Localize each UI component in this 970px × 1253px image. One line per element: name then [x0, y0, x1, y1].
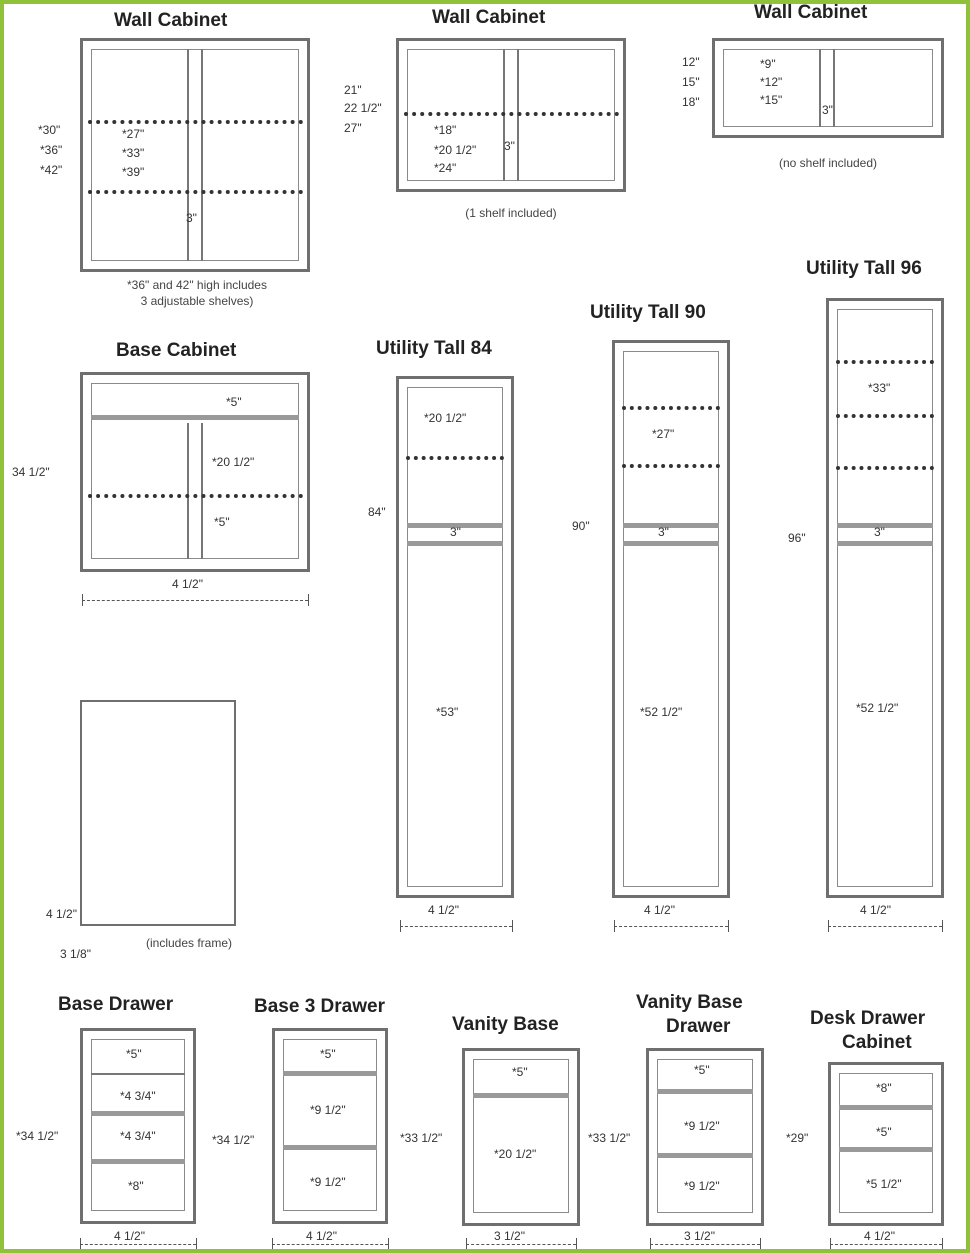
dimension-tick — [196, 1238, 197, 1250]
shelf-line — [836, 414, 934, 418]
wall-2-shelf-20-half: *20 1/2" — [434, 143, 477, 157]
dimension-tick — [400, 920, 401, 932]
wall-3-label-15: *15" — [760, 93, 783, 107]
dimension-tick — [308, 594, 309, 606]
shelf-line — [88, 120, 303, 124]
side-panel-diagram — [80, 700, 236, 926]
wall-2-height-21: 21" — [344, 83, 362, 97]
wall-cabinet-1-title: Wall Cabinet — [114, 10, 228, 31]
base-height-34-half: 34 1/2" — [12, 465, 50, 479]
base-3-drawer-width-dimension — [272, 1244, 388, 1245]
wall-2-height-27: 27" — [344, 121, 362, 135]
dimension-tick — [466, 1238, 467, 1250]
wall-cabinet-2-title: Wall Cabinet — [432, 7, 546, 28]
utility-90-diagram — [612, 340, 730, 898]
dimension-tick — [576, 1238, 577, 1250]
base-drawer-d4: *8" — [128, 1179, 144, 1193]
dimension-tick — [728, 920, 729, 932]
vanity-base-drawer-height: *33 1/2" — [588, 1131, 631, 1145]
utility-90-width-dimension — [614, 926, 728, 927]
base-cabinet-diagram — [80, 372, 310, 572]
wall-2-stile-3: 3" — [504, 139, 515, 153]
wall-3-stile-3: 3" — [822, 103, 833, 117]
utility-96-height: 96" — [788, 531, 806, 545]
vanity-base-drawer-title-1: Vanity Base — [636, 992, 743, 1013]
utility-84-diagram — [396, 376, 514, 898]
base-width-4-half: 4 1/2" — [172, 577, 203, 591]
dimension-tick — [942, 1238, 943, 1250]
desk-drawer-d1: *8" — [876, 1081, 892, 1095]
base-drawer-d2: *4 3/4" — [120, 1089, 156, 1103]
utility-90-title: Utility Tall 90 — [590, 302, 706, 323]
vanity-base-d2: *20 1/2" — [494, 1147, 537, 1161]
vanity-base-drawer-d2: *9 1/2" — [684, 1119, 720, 1133]
dimension-tick — [650, 1238, 651, 1250]
desk-drawer-title-2: Cabinet — [842, 1032, 912, 1053]
vanity-base-width: 3 1/2" — [494, 1229, 525, 1243]
shelf-line — [88, 494, 303, 498]
wall-2-note: (1 shelf included) — [465, 206, 557, 220]
base-drawer-title: Base Drawer — [58, 994, 174, 1015]
utility-84-width-dimension — [400, 926, 512, 927]
base-drawer-d1: *5" — [126, 1047, 142, 1061]
utility-84-upper: *20 1/2" — [424, 411, 467, 425]
vanity-base-drawer-width: 3 1/2" — [684, 1229, 715, 1243]
wall-1-shelf-39: *39" — [122, 165, 145, 179]
utility-96-lower: *52 1/2" — [856, 701, 899, 715]
side-panel-note: (includes frame) — [145, 936, 233, 950]
wall-2-shelf-18: *18" — [434, 123, 457, 137]
desk-drawer-height: *29" — [786, 1131, 809, 1145]
wall-1-shelf-27: *27" — [122, 127, 145, 141]
dimension-tick — [80, 1238, 81, 1250]
vanity-base-title: Vanity Base — [452, 1014, 559, 1035]
base-3-drawer-width: 4 1/2" — [306, 1229, 337, 1243]
vanity-base-width-dimension — [466, 1244, 576, 1245]
desk-drawer-d3: *5 1/2" — [866, 1177, 902, 1191]
utility-84-rail: 3" — [450, 525, 461, 539]
base-drawer-width-dimension — [80, 1244, 196, 1245]
utility-90-upper: *27" — [652, 427, 675, 441]
base-bottom-5: *5" — [214, 515, 230, 529]
utility-90-lower: *52 1/2" — [640, 705, 683, 719]
shelf-line — [622, 464, 720, 468]
shelf-line — [406, 456, 504, 460]
vanity-base-drawer-d3: *9 1/2" — [684, 1179, 720, 1193]
wall-3-label-9: *9" — [760, 57, 776, 71]
wall-1-note-line-1: *36" and 42" high includes — [127, 278, 267, 292]
wall-1-height-36: *36" — [40, 143, 63, 157]
base-3-drawer-d1: *5" — [320, 1047, 336, 1061]
dimension-tick — [942, 920, 943, 932]
wall-1-note-line-2: 3 adjustable shelves) — [140, 294, 254, 308]
desk-drawer-title-1: Desk Drawer — [810, 1008, 926, 1029]
dimension-tick — [512, 920, 513, 932]
utility-96-rail: 3" — [874, 525, 885, 539]
wall-3-height-18: 18" — [682, 95, 700, 109]
dimension-tick — [388, 1238, 389, 1250]
side-panel-depth-3-1-8: 3 1/8" — [60, 947, 91, 961]
wall-1-stile-3: 3" — [186, 211, 197, 225]
wall-cabinet-1-diagram — [80, 38, 310, 272]
wall-3-label-12: *12" — [760, 75, 783, 89]
utility-96-title: Utility Tall 96 — [806, 258, 922, 279]
utility-96-width-dimension — [828, 926, 942, 927]
vanity-base-drawer-width-dimension — [650, 1244, 760, 1245]
shelf-line — [836, 360, 934, 364]
desk-drawer-width-dimension — [830, 1244, 942, 1245]
dimension-tick — [760, 1238, 761, 1250]
dimension-tick — [830, 1238, 831, 1250]
vanity-base-d1: *5" — [512, 1065, 528, 1079]
dimension-tick — [82, 594, 83, 606]
utility-90-height: 90" — [572, 519, 590, 533]
side-panel-toe-4-half: 4 1/2" — [46, 907, 77, 921]
utility-84-title: Utility Tall 84 — [376, 338, 492, 359]
wall-1-height-42: *42" — [40, 163, 63, 177]
base-width-dimension — [82, 600, 308, 601]
wall-2-height-22-half: 22 1/2" — [344, 101, 382, 115]
vanity-base-drawer-d1: *5" — [694, 1063, 710, 1077]
base-top-5: *5" — [226, 395, 242, 409]
vanity-base-height: *33 1/2" — [400, 1131, 443, 1145]
wall-cabinet-3-title: Wall Cabinet — [754, 2, 868, 23]
dimension-tick — [272, 1238, 273, 1250]
wall-cabinet-3-diagram — [712, 38, 944, 138]
dimension-tick — [614, 920, 615, 932]
wall-3-height-12: 12" — [682, 55, 700, 69]
utility-84-lower: *53" — [436, 705, 459, 719]
vanity-base-drawer-title-2: Drawer — [666, 1016, 731, 1037]
base-drawer-d3: *4 3/4" — [120, 1129, 156, 1143]
base-drawer-width: 4 1/2" — [114, 1229, 145, 1243]
base-3-drawer-title: Base 3 Drawer — [254, 996, 385, 1017]
utility-84-width: 4 1/2" — [428, 903, 459, 917]
shelf-line — [622, 406, 720, 410]
shelf-line — [88, 190, 303, 194]
base-middle-20-half: *20 1/2" — [212, 455, 255, 469]
base-drawer-height: *34 1/2" — [16, 1129, 59, 1143]
utility-84-height: 84" — [368, 505, 386, 519]
shelf-line — [404, 112, 619, 116]
wall-1-height-30: *30" — [38, 123, 61, 137]
utility-96-upper: *33" — [868, 381, 891, 395]
base-3-drawer-height: *34 1/2" — [212, 1133, 255, 1147]
wall-1-shelf-33: *33" — [122, 146, 145, 160]
wall-2-shelf-24: *24" — [434, 161, 457, 175]
wall-3-note: (no shelf included) — [778, 156, 878, 170]
utility-90-rail: 3" — [658, 525, 669, 539]
base-cabinet-title: Base Cabinet — [116, 340, 237, 361]
base-3-drawer-d2: *9 1/2" — [310, 1103, 346, 1117]
utility-96-width: 4 1/2" — [860, 903, 891, 917]
shelf-line — [836, 466, 934, 470]
dimension-tick — [828, 920, 829, 932]
base-3-drawer-d3: *9 1/2" — [310, 1175, 346, 1189]
desk-drawer-width: 4 1/2" — [864, 1229, 895, 1243]
desk-drawer-d2: *5" — [876, 1125, 892, 1139]
wall-3-height-15: 15" — [682, 75, 700, 89]
utility-90-width: 4 1/2" — [644, 903, 675, 917]
